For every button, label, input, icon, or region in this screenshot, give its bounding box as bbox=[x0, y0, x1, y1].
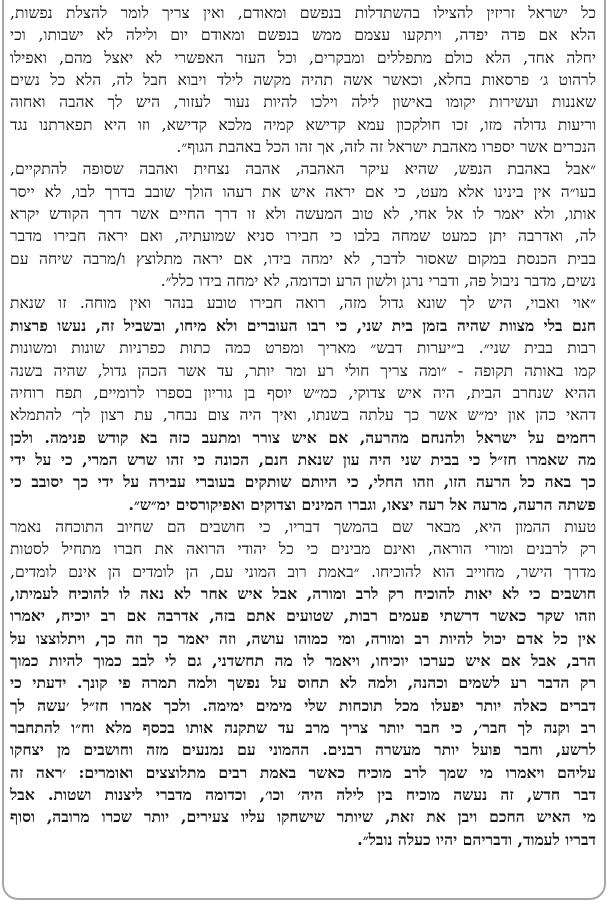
text-line-bold: רחמים על ישראל ולהנחם מהרעה, אם איש צורר ומתעב כזה בא קודש פנימה. ולכן bbox=[10, 427, 596, 447]
text-line: שאננות ועשירות יקומו באישון לילה וילכו להיות נעור לעזור, היש לך אהבה ואחוה bbox=[10, 93, 596, 112]
text-line-bold: אין כל אדם יכול להיות רב ומורה, ומי כמוהו עושה, וזה יאמר כך וזה כך, ויתלוצצו על bbox=[10, 628, 596, 648]
text-line: רבות בבית שני״. ב״יערות דבש״ מאריך ומפרט כמה כתות כפרניות שונות ומשונות bbox=[10, 339, 596, 358]
paragraph-2 bbox=[10, 158, 596, 292]
text-line: בעו״ה אין בינינו אלא מעט, כי אם יראה איש את רעהו הולך שובב בדרך לבו, לא ייסר bbox=[10, 182, 596, 201]
text-line-bold: דבריו לעמוד, ודבריהם יהיו כעלה נובל״. bbox=[357, 829, 596, 849]
text-line-bold: רב וקנה לך חבר׳, כי חבר יותר צריך מרב עד שתקנה אותו בכסף מלא וח״ו להתחבר bbox=[10, 718, 596, 737]
text-line: וריעות גדולה מזו, זכו חולקכון עמא קדישא קמיה מלכא קדישא, וזו היא תפארתנו נגד bbox=[10, 115, 596, 134]
text-line-bold: וזהו שקר כאשר דרשתי פעמים רבות, שטועים אתם בזה, אדרבה אם רב יוכיח, יאמרו bbox=[10, 606, 596, 626]
text-line: הנכרים אשר יספרו מאהבת ישראל זה לזה, אך זהו הכל באהבת הגוף״. bbox=[176, 138, 596, 157]
text-line-bold: דבר חדש, זה נעשה מוכיח בין לילה היה׳ וכו׳, וכדומה מדברי ליצנות ושטות. אבל bbox=[10, 785, 596, 805]
text-line: ״אוי ואבוי, היש לך שונא גדול מזה, רואה חבירו טובע בנהר ואין מוחה. זו שנאת bbox=[10, 294, 596, 313]
text-line-bold: רק הדבר רע לשמים וכהנה, ולמה לא תחוס על נפשך ולמה תמרה פי קונך. ידעתי כי bbox=[10, 673, 596, 693]
text-line-bold: מה שאמרו חז״ל כי בבית שני היה עון שנאת חנם, הכונה כי זהו שרש המרי, כי על ידי bbox=[10, 449, 596, 469]
text-line-bold: חושבים כי לא יאות להוכיח רק לרב ומורה, אבל איש אחר לא נאה לו להוכיח לעמיתו, bbox=[10, 583, 596, 603]
paragraph-3 bbox=[10, 292, 596, 515]
text-line-bold: עליהם ויאמרו מי שמך לרב מוכיח כאשר באמת רבים מתלוצצים ואומרים: ׳ראה זה bbox=[10, 762, 596, 782]
text-line: טעות ההמון היא, מבאר שם בהמשך דבריו, כי חושבים הם שחיוב התוכחה נאמר bbox=[10, 517, 596, 536]
paragraph-1 bbox=[10, 2, 596, 158]
text-line: דהאי כהן און ימ״ש אשר כך עלתה בשנתו, ואיך היה צום נבחר, עת רצון לך׳ להתמלא bbox=[10, 406, 596, 425]
text-line-bold: פשתה הרעה, מרעה אל רעה יצאו, וגברו המינים וצדוקים ואפיקורסים ימ״ש״. bbox=[128, 494, 596, 514]
text-line: ״אבל באהבת הנפש, שהיא עיקר האהבה, אהבה נצחית ואהבה שסופה להתקיים, bbox=[10, 160, 596, 179]
text-line-bold: הרב, אבל אם איש כערכו יוכיחו, ויאמר לו מה תחשדני, גם לי לבב כמוך להיות כמוך bbox=[10, 650, 596, 670]
body-text bbox=[10, 2, 596, 851]
text-line-bold: חנם בלי מצוות שהיה בזמן בית שני, כי רבו העוברים ולא מיחו, ובשביל זה, נעשו פרצות bbox=[10, 315, 596, 335]
text-line-bold: כך באה כל הרעה הזו, וזהו החלי, כי היותם שותקים בעוברי עבירה על ידי כך יסובב כי bbox=[10, 472, 596, 492]
text-line: קמו באותה תקופה - ״ומה צריך חולי רע ומר יותר, עד אשר הכהן גדול, שהיה בשנה bbox=[10, 361, 596, 380]
text-line: מדרך הישר, מחוייב הוא להוכיחו. ״באמת רוב המוני עם, הן לומדים הן אינם לומדים, bbox=[10, 562, 596, 581]
paragraph-4 bbox=[10, 516, 596, 851]
text-line-bold: לרשע, וחבר פועל יותר מעשרה רבנים. ההמוני עם נמנעים מזה וחושבים מן יצחקו bbox=[10, 740, 596, 760]
text-line: כל ישראל זריזין להצילו בהשתדלות בנפשם ומאודם, ואין צריך לומר להצלת נפשות, bbox=[10, 4, 596, 22]
text-line: ההיא שנחרב הבית, היה איש צדוקי, כמ״ש יוסף בן גוריון בספרו לרומיים, תפח רוחיה bbox=[10, 383, 596, 402]
text-line: אותו, ולא יאמר לו אל אחי, לא טוב המעשה ולא זו דרך החיים אשר דרך הקודש יקרא bbox=[10, 205, 596, 224]
text-line: נשים, מדבר ניבול פה, ודברי נרגן ולשון הרע וכדומה, לא ימחה בידו כלל״. bbox=[160, 272, 596, 291]
text-line-bold: דברים כאלה יותר יפעלו מכל תוכחות שלי מימים ימימה. ולכך אמרו חז״ל ׳עשה לך bbox=[10, 695, 596, 715]
text-line: בבית הכנסת במקום שאסור לדבר, לא ימחה בידו, אם יראה מתלוצץ ו/מרבה שיחה עם bbox=[10, 249, 596, 268]
text-line: לרהוט ג׳ פרסאות בחלא, וכאשר אשה תהיה מקשה לילד ויבוא חבל לה, הלא כל נשים bbox=[10, 71, 596, 90]
text-line: יחלה אחד, הלא כולם מתפללים ומבקרים, וכל העזר האפשרי לא יאצל מהם, ואפילו bbox=[10, 48, 596, 67]
text-line: הלא אם פדה יפדה, ויתקעו עצמם ממש בנפשם ומאודם יום ולילה לא ישבותו, וכי bbox=[10, 26, 596, 45]
text-line-bold: מי האיש החכם ויבן את זאת, שיותר שישחקו עליו צעירים, יותר שכרו מרובה, וסוף bbox=[10, 807, 596, 827]
text-line: רק לרבנים ומורי הוראה, ואינם מבינים כי כל יהודי הרואה את חברו מתחיל לסטות bbox=[10, 540, 596, 559]
text-line: לה, ואדרבה יתן כמעט שמחה בלבו כי חבירו סניא שמועתיה, ואם יראה חבירו מדבר bbox=[10, 227, 596, 246]
